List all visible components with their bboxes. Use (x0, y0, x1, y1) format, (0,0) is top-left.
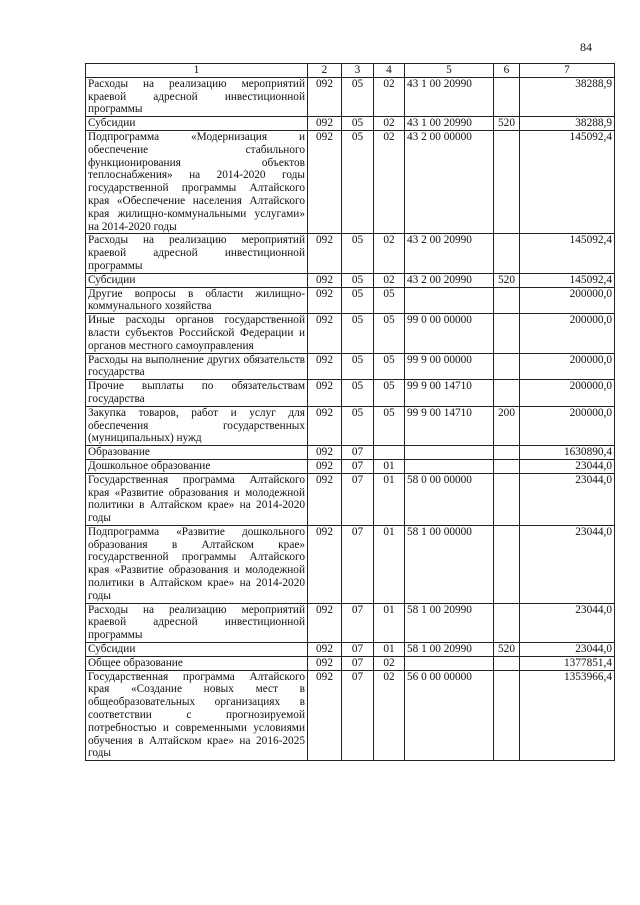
section-code-cell: 07 (342, 446, 374, 460)
subsection-code-cell: 01 (374, 525, 405, 603)
column-header: 5 (405, 64, 494, 78)
subsection-code-cell: 02 (374, 656, 405, 670)
subsection-code-cell: 02 (374, 77, 405, 116)
amount-cell: 200000,0 (520, 380, 615, 407)
section-code-cell: 05 (342, 287, 374, 314)
section-code-cell: 07 (342, 525, 374, 603)
amount-cell: 145092,4 (520, 130, 615, 233)
subsection-code-cell: 01 (374, 603, 405, 642)
amount-cell: 1353966,4 (520, 670, 615, 761)
ministry-code-cell: 092 (308, 459, 342, 473)
target-article-cell (405, 656, 494, 670)
subsection-code-cell: 05 (374, 406, 405, 445)
expense-type-cell (494, 525, 520, 603)
ministry-code-cell: 092 (308, 353, 342, 380)
subsection-code-cell: 02 (374, 130, 405, 233)
amount-cell: 200000,0 (520, 353, 615, 380)
item-name-cell: Расходы на реализацию мероприятий краевой адресной инвестиционной программы (86, 77, 308, 116)
item-name-cell: Субсидии (86, 117, 308, 131)
subsection-code-cell: 05 (374, 353, 405, 380)
item-name-cell: Расходы на выполнение других обязательств государства (86, 353, 308, 380)
target-article-cell: 43 1 00 20990 (405, 117, 494, 131)
column-header: 1 (86, 64, 308, 78)
ministry-code-cell: 092 (308, 525, 342, 603)
item-name-cell: Подпрограмма «Модернизация и обеспечение стабильного функционирования объектов теплоснабжения» на 2014-2020 годы государственной программы Алтайского края «Обеспечение населения Алтайского края жилищно-коммунальными услугами» на 2014-2020 годы (86, 130, 308, 233)
ministry-code-cell: 092 (308, 656, 342, 670)
ministry-code-cell: 092 (308, 130, 342, 233)
expense-type-cell (494, 130, 520, 233)
section-code-cell: 05 (342, 117, 374, 131)
amount-cell: 200000,0 (520, 287, 615, 314)
section-code-cell: 05 (342, 273, 374, 287)
expense-type-cell (494, 446, 520, 460)
subsection-code-cell: 02 (374, 273, 405, 287)
expense-type-cell (494, 353, 520, 380)
amount-cell: 200000,0 (520, 314, 615, 353)
target-article-cell: 43 1 00 20990 (405, 77, 494, 116)
amount-cell: 200000,0 (520, 406, 615, 445)
ministry-code-cell: 092 (308, 380, 342, 407)
item-name-cell: Иные расходы органов государственной власти субъектов Российской Федерации и органов местного самоуправления (86, 314, 308, 353)
section-code-cell: 05 (342, 314, 374, 353)
section-code-cell: 05 (342, 380, 374, 407)
subsection-code-cell: 05 (374, 314, 405, 353)
table-row (86, 643, 615, 657)
ministry-code-cell: 092 (308, 117, 342, 131)
table-row (86, 473, 615, 525)
header-row (86, 64, 615, 78)
table-row (86, 77, 615, 116)
expense-type-cell: 200 (494, 406, 520, 445)
table-row (86, 459, 615, 473)
item-name-cell: Субсидии (86, 273, 308, 287)
subsection-code-cell: 02 (374, 670, 405, 761)
target-article-cell: 43 2 00 20990 (405, 234, 494, 273)
section-code-cell: 05 (342, 77, 374, 116)
amount-cell: 38288,9 (520, 77, 615, 116)
ministry-code-cell: 092 (308, 234, 342, 273)
item-name-cell: Расходы на реализацию мероприятий краевой адресной инвестиционной программы (86, 603, 308, 642)
expense-type-cell (494, 473, 520, 525)
item-name-cell: Закупка товаров, работ и услуг для обеспечения государственных (муниципальных) нужд (86, 406, 308, 445)
target-article-cell: 58 1 00 00000 (405, 525, 494, 603)
column-header: 2 (308, 64, 342, 78)
subsection-code-cell (374, 446, 405, 460)
item-name-cell: Расходы на реализацию мероприятий краевой адресной инвестиционной программы (86, 234, 308, 273)
target-article-cell: 43 2 00 20990 (405, 273, 494, 287)
amount-cell: 145092,4 (520, 273, 615, 287)
table-row (86, 117, 615, 131)
expense-type-cell (494, 77, 520, 116)
expense-type-cell: 520 (494, 117, 520, 131)
ministry-code-cell: 092 (308, 473, 342, 525)
ministry-code-cell: 092 (308, 273, 342, 287)
ministry-code-cell: 092 (308, 603, 342, 642)
target-article-cell: 99 9 00 14710 (405, 406, 494, 445)
column-header: 6 (494, 64, 520, 78)
target-article-cell (405, 459, 494, 473)
section-code-cell: 07 (342, 670, 374, 761)
target-article-cell: 99 0 00 00000 (405, 314, 494, 353)
expense-type-cell: 520 (494, 643, 520, 657)
target-article-cell: 58 1 00 20990 (405, 643, 494, 657)
expense-type-cell (494, 459, 520, 473)
ministry-code-cell: 092 (308, 314, 342, 353)
section-code-cell: 07 (342, 603, 374, 642)
ministry-code-cell: 092 (308, 670, 342, 761)
table-row (86, 670, 615, 761)
budget-table (85, 63, 615, 761)
table-row (86, 130, 615, 233)
amount-cell: 23044,0 (520, 459, 615, 473)
target-article-cell: 58 0 00 00000 (405, 473, 494, 525)
section-code-cell: 05 (342, 130, 374, 233)
expense-type-cell (494, 287, 520, 314)
ministry-code-cell: 092 (308, 406, 342, 445)
section-code-cell: 07 (342, 656, 374, 670)
table-row (86, 273, 615, 287)
column-header: 4 (374, 64, 405, 78)
subsection-code-cell: 05 (374, 287, 405, 314)
subsection-code-cell: 01 (374, 643, 405, 657)
amount-cell: 23044,0 (520, 473, 615, 525)
ministry-code-cell: 092 (308, 77, 342, 116)
table-row (86, 287, 615, 314)
table-row (86, 234, 615, 273)
target-article-cell: 43 2 00 00000 (405, 130, 494, 233)
table-row (86, 380, 615, 407)
amount-cell: 145092,4 (520, 234, 615, 273)
table-row (86, 603, 615, 642)
item-name-cell: Прочие выплаты по обязательствам государства (86, 380, 308, 407)
subsection-code-cell: 02 (374, 234, 405, 273)
target-article-cell (405, 287, 494, 314)
ministry-code-cell: 092 (308, 446, 342, 460)
table-row (86, 446, 615, 460)
amount-cell: 23044,0 (520, 603, 615, 642)
target-article-cell: 99 9 00 14710 (405, 380, 494, 407)
ministry-code-cell: 092 (308, 643, 342, 657)
table-row (86, 353, 615, 380)
target-article-cell: 99 9 00 00000 (405, 353, 494, 380)
target-article-cell: 56 0 00 00000 (405, 670, 494, 761)
page-number: 84 (580, 40, 592, 54)
section-code-cell: 07 (342, 459, 374, 473)
expense-type-cell (494, 234, 520, 273)
amount-cell: 1377851,4 (520, 656, 615, 670)
item-name-cell: Государственная программа Алтайского края «Создание новых мест в общеобразовательных организациях в соответствии с прогнозируемой потребностью и современными условиями обучения в Алтайском крае» на 2016-2025 годы (86, 670, 308, 761)
item-name-cell: Государственная программа Алтайского края «Развитие образования и молодежной политики в Алтайском крае» на 2014-2020 годы (86, 473, 308, 525)
item-name-cell: Субсидии (86, 643, 308, 657)
subsection-code-cell: 01 (374, 459, 405, 473)
expense-type-cell: 520 (494, 273, 520, 287)
column-header: 3 (342, 64, 374, 78)
amount-cell: 23044,0 (520, 525, 615, 603)
section-code-cell: 07 (342, 643, 374, 657)
section-code-cell: 05 (342, 406, 374, 445)
subsection-code-cell: 01 (374, 473, 405, 525)
item-name-cell: Подпрограмма «Развитие дошкольного образования в Алтайском крае» государственной программы Алтайского края «Развитие образования и молодежной политики в Алтайском крае» на 2014-2020 годы (86, 525, 308, 603)
subsection-code-cell: 05 (374, 380, 405, 407)
expense-type-cell (494, 670, 520, 761)
item-name-cell: Дошкольное образование (86, 459, 308, 473)
item-name-cell: Общее образование (86, 656, 308, 670)
amount-cell: 1630890,4 (520, 446, 615, 460)
target-article-cell (405, 446, 494, 460)
ministry-code-cell: 092 (308, 287, 342, 314)
table-row (86, 525, 615, 603)
expense-type-cell (494, 380, 520, 407)
table-row (86, 406, 615, 445)
amount-cell: 23044,0 (520, 643, 615, 657)
target-article-cell: 58 1 00 20990 (405, 603, 494, 642)
table-row (86, 314, 615, 353)
expense-type-cell (494, 656, 520, 670)
table-row (86, 656, 615, 670)
section-code-cell: 05 (342, 353, 374, 380)
section-code-cell: 05 (342, 234, 374, 273)
expense-type-cell (494, 603, 520, 642)
subsection-code-cell: 02 (374, 117, 405, 131)
column-header: 7 (520, 64, 615, 78)
expense-type-cell (494, 314, 520, 353)
item-name-cell: Другие вопросы в области жилищно-коммунального хозяйства (86, 287, 308, 314)
item-name-cell: Образование (86, 446, 308, 460)
section-code-cell: 07 (342, 473, 374, 525)
amount-cell: 38288,9 (520, 117, 615, 131)
